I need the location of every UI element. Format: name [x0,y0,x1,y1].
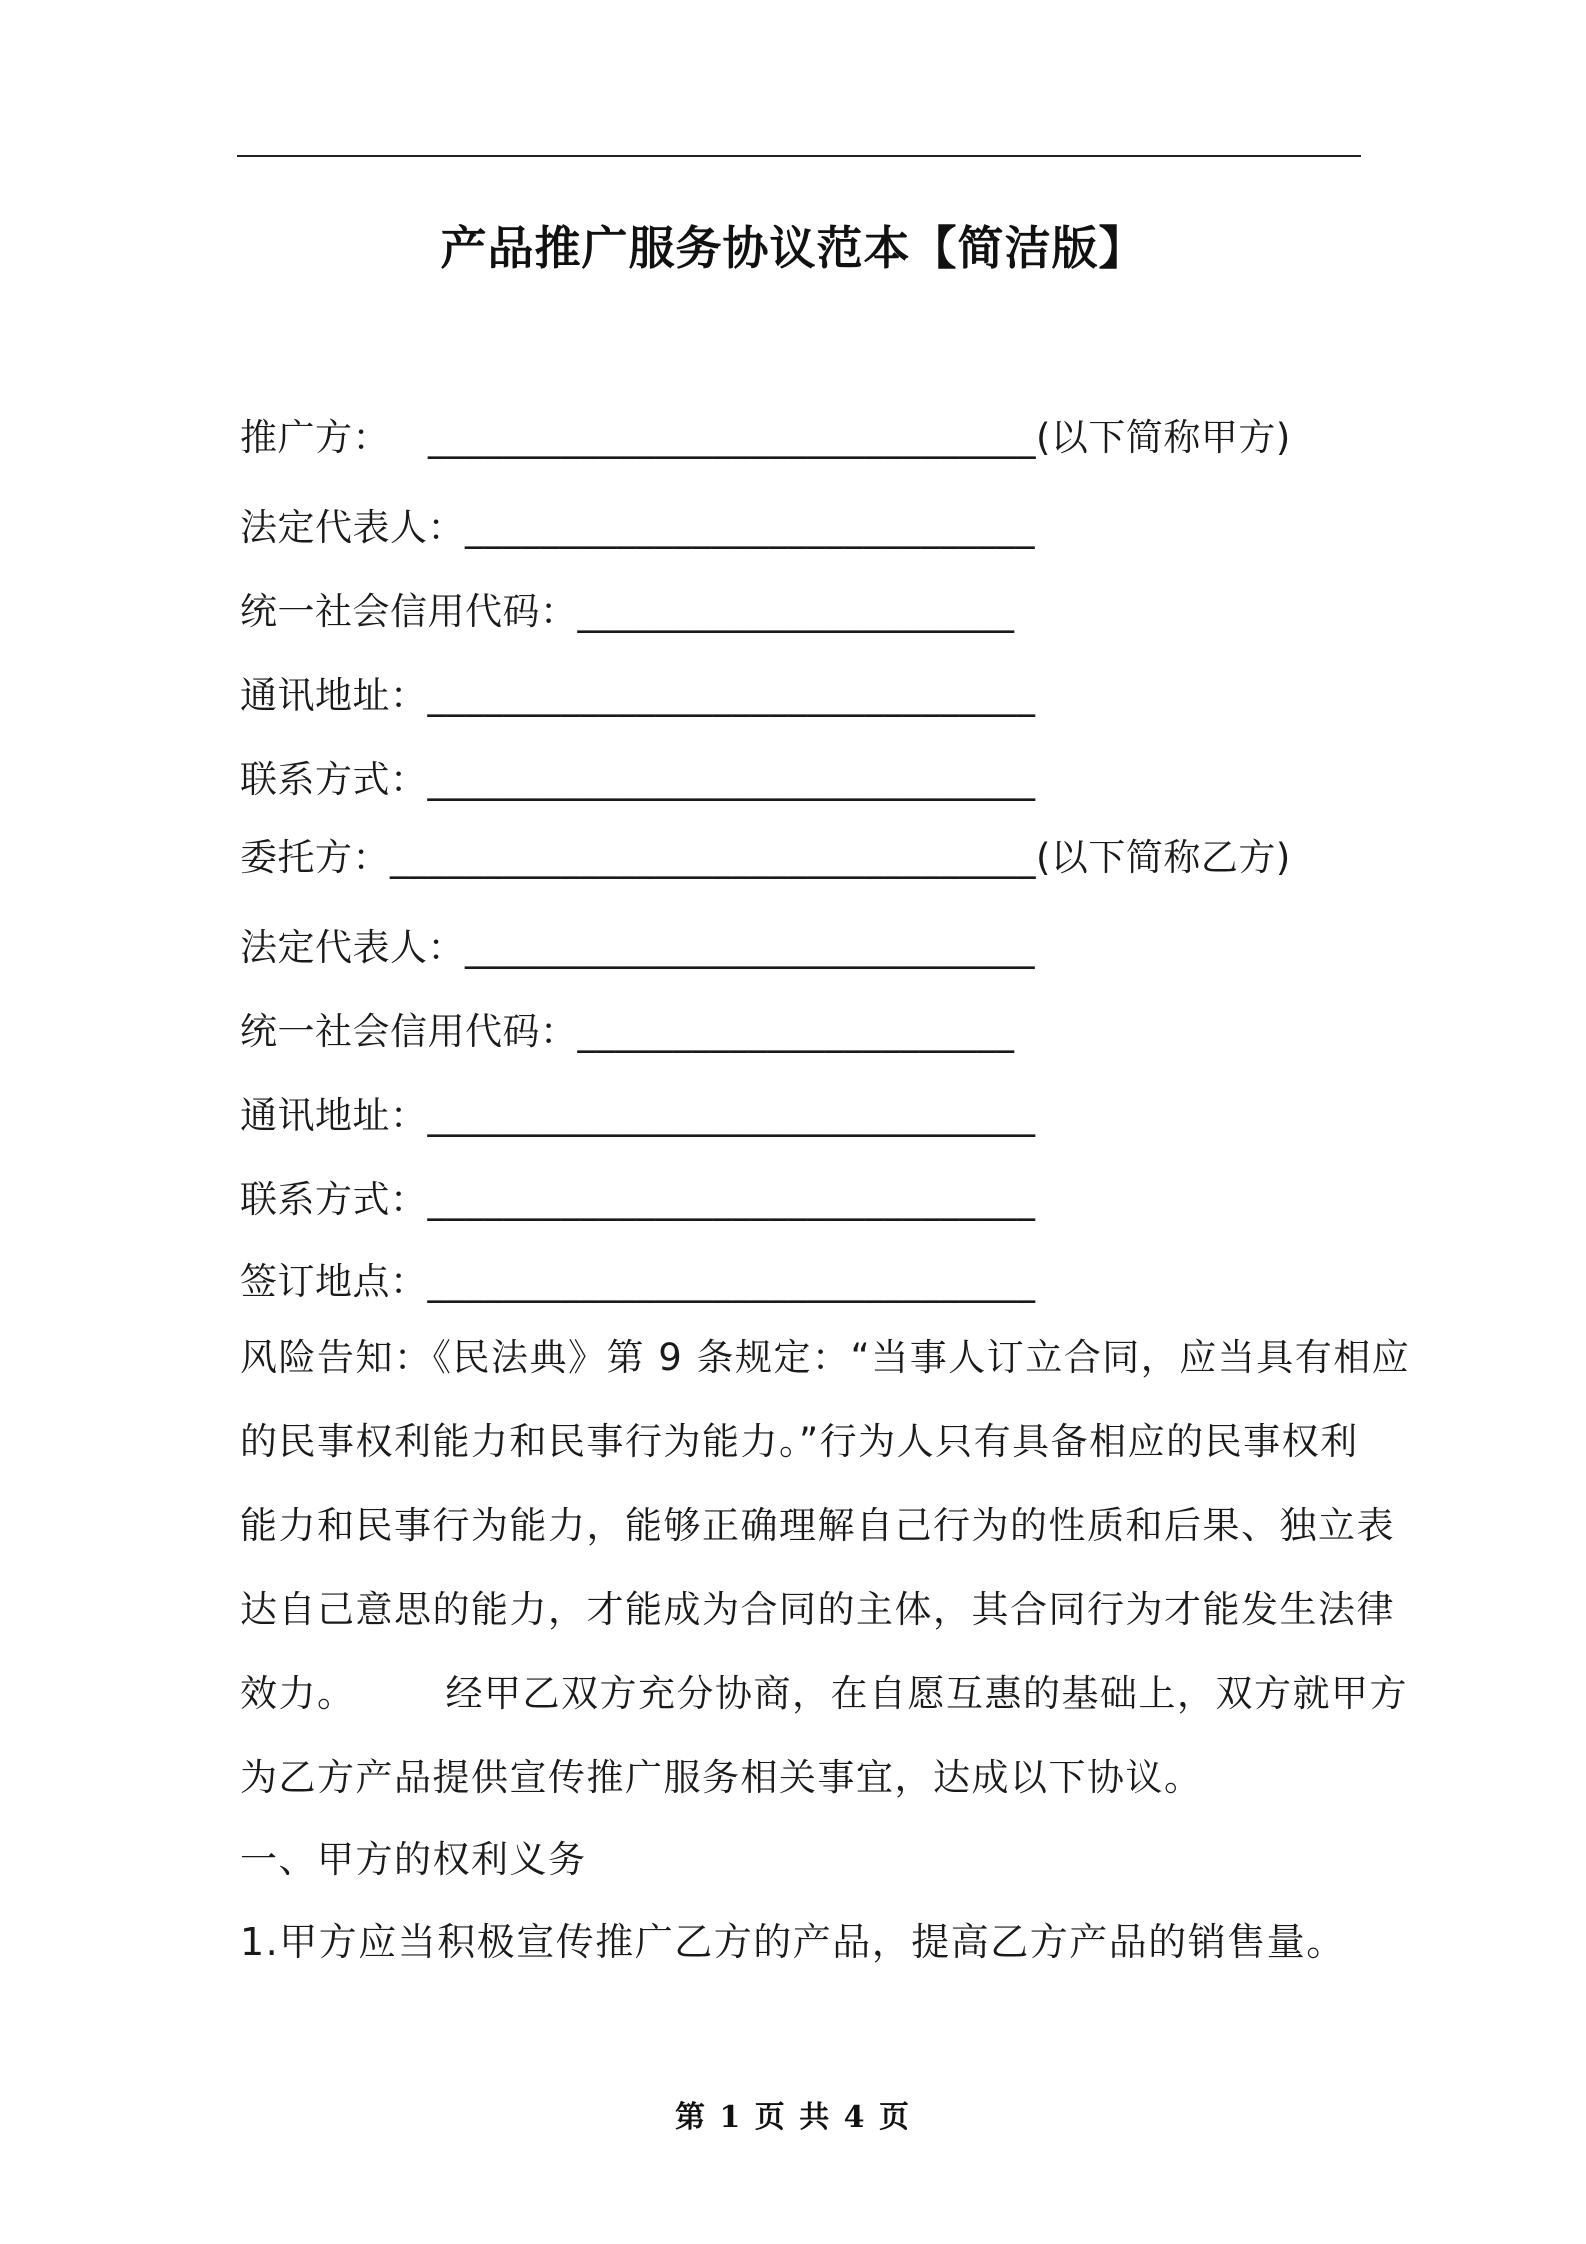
party-a-name-blank: ________________________________ [428,416,1036,459]
risk-notice-line: 能力和民事行为能力，能够正确理解自己行为的性质和后果、独立表 [240,1504,1395,1547]
signing-place-blank: ________________________________ [427,1260,1036,1303]
risk-notice-line [240,1652,1408,1736]
party-a-contact-blank: ________________________________ [427,758,1036,801]
risk-notice-line: 为乙方产品提供宣传推广服务相关事宜，达成以下协议。 [240,1756,1203,1799]
section-heading: 一、甲方的权利义务 [240,1838,587,1881]
signing-place-field [240,1252,1036,1312]
risk-notice-line: 的民事权利能力和民事行为能力。”行为人只有具备相应的民事权利 [240,1420,1359,1463]
page-number-footer: 第 1 页 共 4 页 [675,2100,911,2135]
party-a-name-label: 推广方： [240,416,390,459]
header-rule [237,155,1361,157]
party-a-rep-field [240,498,1035,558]
party-b-alias: (以下简称乙方) [1036,836,1291,879]
risk-notice-paragraph [240,1316,1411,1820]
party-a-credit-blank: _______________________ [577,590,1015,633]
negotiation-intro: 经甲乙双方充分协商，在自愿互惠的基础上，双方就甲方 [445,1672,1408,1715]
party-a-rep-label: 法定代表人： [240,506,465,549]
party-a-name-field [240,408,1291,468]
risk-notice-line: 风险告知：《民法典》第 9 条规定：“当事人订立合同，应当具有相应 [240,1336,1411,1379]
party-a-credit-label: 统一社会信用代码： [240,590,578,633]
party-b-contact-field [240,1170,1036,1230]
party-b-name-label: 委托方： [240,836,390,879]
party-b-credit-label: 统一社会信用代码： [240,1010,578,1053]
party-b-contact-label: 联系方式： [240,1178,428,1221]
party-b-contact-blank: ________________________________ [427,1178,1036,1221]
party-b-credit-field [240,1002,1015,1062]
signing-place-label: 签订地点： [240,1260,428,1303]
party-b-rep-blank: ______________________________ [465,926,1035,969]
party-a-address-blank: ________________________________ [427,674,1036,717]
risk-notice-line: 达自己意思的能力，才能成为合同的主体，其合同行为才能发生法律 [240,1588,1395,1631]
clause-1: 1.甲方应当积极宣传推广乙方的产品，提高乙方产品的销售量。 [240,1920,1346,1964]
party-a-address-label: 通讯地址： [240,674,428,717]
document-title: 产品推广服务协议范本【简洁版】 [440,221,1146,275]
party-a-contact-field [240,750,1036,810]
party-b-name-blank: __________________________________ [390,836,1036,879]
party-b-credit-blank: _______________________ [577,1010,1015,1053]
party-b-rep-field [240,918,1035,978]
party-a-alias: (以下简称甲方) [1036,416,1291,459]
party-b-address-field [240,1086,1036,1146]
party-a-rep-blank: ______________________________ [465,506,1035,549]
party-a-credit-field [240,582,1015,642]
party-b-address-label: 通讯地址： [240,1094,428,1137]
party-b-rep-label: 法定代表人： [240,926,465,969]
party-a-address-field [240,666,1036,726]
risk-notice-end: 效力。 [240,1672,356,1715]
party-b-address-blank: ________________________________ [427,1094,1036,1137]
party-b-name-field [240,828,1291,888]
party-a-contact-label: 联系方式： [240,758,428,801]
